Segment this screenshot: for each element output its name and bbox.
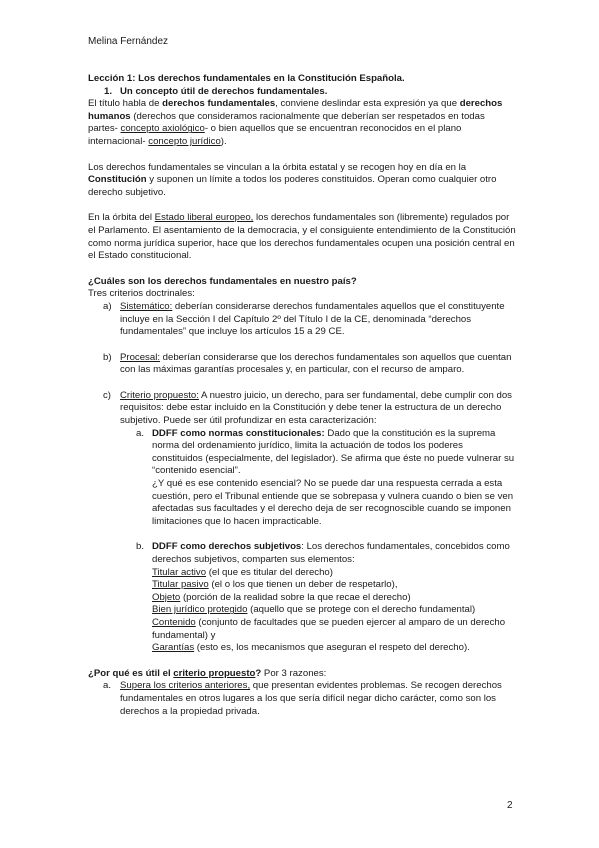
paragraph-estado-liberal <box>88 212 516 262</box>
element-desc: (conjunto de facultades que se pueden ejercer al amparo de un derecho fundamental) y <box>152 616 506 641</box>
element-desc: (porción de la realidad sobre la que recae el derecho) <box>180 591 411 603</box>
element-desc: (aquello que se protege con el derecho fundamental) <box>247 604 476 616</box>
element-line <box>88 592 516 605</box>
underlined-term: Procesal: <box>120 351 160 363</box>
text-run: ). <box>220 135 227 147</box>
element-line <box>88 642 516 655</box>
element-line <box>88 604 516 617</box>
list-marker: b) <box>103 351 112 363</box>
element-term: Bien jurídico protegido <box>152 604 248 616</box>
question-why-useful <box>88 668 516 681</box>
element-desc: (esto es, los mecanismos que aseguran el respeto del derecho). <box>194 642 470 654</box>
criteria-intro: Tres criterios doctrinales: <box>88 288 195 300</box>
element-line <box>88 567 516 580</box>
section-number: 1. <box>104 85 113 97</box>
text-run: : Los derechos fundamentales, concebidos como derechos subjetivos, comparten sus elementos: <box>152 541 510 565</box>
element-line <box>88 579 516 592</box>
underlined-term: Criterio propuesto: <box>120 389 199 401</box>
text-run: deberían considerarse derechos fundamentales aquellos que el constituyente incluye en la Sección I del Capítulo 2º del Título I de la CE, denominada “derechos fundamentales” que incluye los artículos 15 a 29 CE. <box>120 300 505 338</box>
text-run: , conviene deslindar esta expresión ya que <box>275 98 460 110</box>
bold-text: ¿Por qué es útil el <box>88 667 174 679</box>
section-heading <box>88 86 516 99</box>
underlined-term: Estado liberal europeo, <box>154 212 254 224</box>
list-item-procesal <box>88 352 516 377</box>
element-line <box>88 617 516 642</box>
text-run: A nuestro juicio, un derecho, para ser fundamental, debe cumplir con dos requisitos: debe estar incluido en la Constitución y debe tener la estructura de un derecho subjetivo. Puede ser útil profundizar en esta caracterización: <box>120 389 512 427</box>
list-marker: a) <box>103 300 112 312</box>
list-item-supera <box>88 680 516 718</box>
text-run: (derechos que consideramos racionalmente que deberían ser respetados en todas partes- <box>88 110 485 135</box>
element-term: Titular pasivo <box>152 579 209 591</box>
list-marker: a. <box>103 680 112 692</box>
text-run: El título habla de <box>88 98 163 110</box>
sublist-paragraph-contenido-esencial: ¿Y qué es ese contenido esencial? No se puede dar una respuesta cerrada a esta cuestión, pero el Tribunal entiende que se sobrepasa y vulnera cuando o bien se ven afectadas sus facultades y el derecho deja de ser recognoscible cuando se imponen limitaciones que lo hacen impracticable. <box>152 478 514 527</box>
element-term: Objeto <box>152 591 181 603</box>
underlined-term: concepto jurídico <box>148 135 221 147</box>
list-marker: c) <box>103 389 111 401</box>
text-run: Dado que la constitución es la suprema norma del ordenamiento jurídico, limita la actuación de todos los poderes constituidos (especialmente, del legislador). Se afirma que éste no puede vulnerar su “contenido esencial”. <box>152 427 515 477</box>
underlined-term: concepto axiológico <box>120 123 205 135</box>
underlined-term: Sistemático: <box>120 300 173 312</box>
text-run: que presentan evidentes problemas. Se recogen derechos fundamentales en otros lugares a los que sería difícil negar dicho carácter, como son los derechos a la propiedad privada. <box>120 680 502 717</box>
author-header: Melina Fernández <box>88 36 169 47</box>
list-item-criterio-propuesto <box>88 390 516 428</box>
question-heading: ¿Cuáles son los derechos fundamentales en nuestro país? <box>88 275 357 287</box>
bold-term: DDFF como derechos subjetivos <box>152 541 302 553</box>
text-run: Por 3 razones: <box>261 667 327 679</box>
text-run: Los derechos fundamentales se vinculan a la órbita estatal y se recogen hoy en día en la <box>88 161 467 173</box>
text-run: deberían considerarse que los derechos fundamentales son aquellos que cuentan con las máximas garantías procesales y, en particular, con el recurso de amparo. <box>120 351 512 376</box>
sublist-item-normas <box>88 428 516 478</box>
section-title: Un concepto útil de derechos fundamentales. <box>120 85 328 97</box>
bold-term: DDFF como normas constitucionales: <box>152 427 325 439</box>
list-marker: a. <box>136 427 145 439</box>
bold-term: derechos humanos <box>88 98 503 122</box>
sublist-item-subjetivos <box>88 541 516 566</box>
page-number: 2 <box>507 800 513 811</box>
lesson-title: Lección 1: Los derechos fundamentales en la Constitución Española. <box>88 73 405 84</box>
text-run: y suponen un límite a todos los poderes constituidos. Operan como cualquier otro derecho subjetivo. <box>88 174 497 198</box>
element-term: Contenido <box>152 616 196 628</box>
element-desc: (el que es titular del derecho) <box>206 566 333 578</box>
element-term: Titular activo <box>152 566 207 578</box>
bold-term: Constitución <box>88 174 147 186</box>
bold-term: derechos fundamentales <box>162 98 276 110</box>
paragraph-constitucion <box>88 162 516 200</box>
bold-underlined-term: criterio propuesto <box>173 667 256 679</box>
list-marker: b. <box>136 541 145 553</box>
text-run: - o bien aquellos que se encuentran reconocidos en el plano internacional- <box>88 123 462 147</box>
document-body <box>88 73 516 718</box>
text-run: los derechos fundamentales son (libremente) regulados por el Parlamento. El asentamiento de la democracia, y el consiguiente entendimiento de la Constitución como norma jurídica superior, hace que los derechos fundamentales ocupen una posición central en el Estado constitucional. <box>88 212 516 262</box>
underlined-term: Supera los criterios anteriores, <box>120 680 251 692</box>
element-term: Garantías <box>152 642 195 654</box>
element-desc: (el o los que tienen un deber de respetarlo), <box>208 579 398 591</box>
list-item-sistematico <box>88 301 516 339</box>
paragraph-intro <box>88 98 516 148</box>
bold-text: ? <box>255 667 262 679</box>
text-run: En la órbita del <box>88 212 155 224</box>
